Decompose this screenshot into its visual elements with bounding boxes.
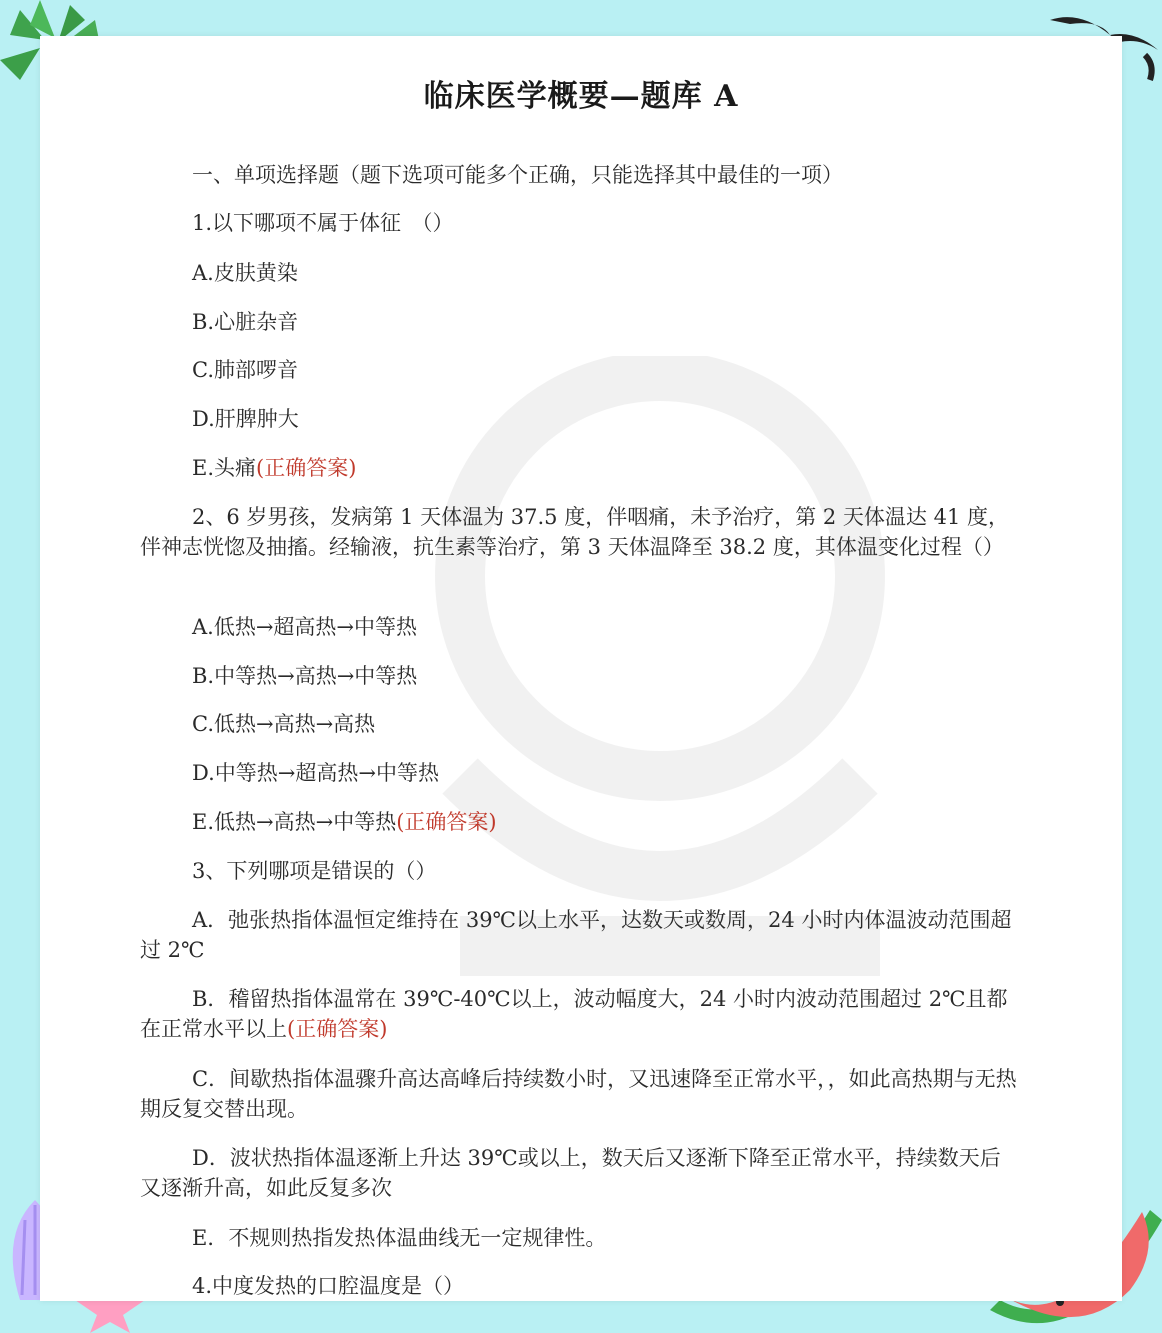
section-heading: 一、单项选择题（题下选项可能多个正确，只能选择其中最佳的一项）	[192, 163, 843, 187]
q1-option-e	[192, 453, 356, 483]
q2-correct-answer-mark: (正确答案)	[396, 810, 497, 834]
q1-option-e-text: E.头痛	[192, 456, 257, 480]
q1-option-a: A.皮肤黄染	[192, 261, 298, 285]
document-page	[40, 36, 1122, 1301]
q3-correct-answer-mark: (正确答案)	[287, 1017, 388, 1041]
question-3-text: 3、下列哪项是错误的（）	[192, 859, 437, 883]
q3-option-c: C．间歇热指体温骤升高达高峰后持续数小时，又迅速降至正常水平，，如此高热期与无热期反复交替出现。	[140, 1067, 1017, 1121]
document-title: 临床医学概要—题库 A	[423, 79, 739, 114]
question-1-text: 1.以下哪项不属于体征 （）	[192, 211, 454, 235]
q3-option-e: E．不规则热指发热体温曲线无一定规律性。	[192, 1226, 607, 1250]
q1-option-c: C.肺部啰音	[192, 358, 298, 382]
q1-option-b: B.心脏杂音	[192, 310, 299, 334]
q3-option-d: D．波状热指体温逐渐上升达 39℃或以上，数天后又逐渐下降至正常水平，持续数天后又逐渐升高，如此反复多次	[140, 1146, 1001, 1200]
q2-option-e-text: E.低热→高热→中等热	[192, 810, 397, 834]
watermark-logo	[340, 356, 980, 1076]
question-4-text: 4.中度发热的口腔温度是（）	[192, 1274, 465, 1298]
q2-option-c: C.低热→高热→高热	[192, 712, 376, 736]
q3-option-b-text: B．稽留热指体温常在 39℃-40℃以上，波动幅度大，24 小时内波动范围超过 2℃且都在正常水平以上	[140, 987, 1008, 1041]
q3-option-a: A．弛张热指体温恒定维持在 39℃以上水平，达数天或数周，24 小时内体温波动范围超过 2℃	[140, 908, 1012, 962]
q2-option-a: A.低热→超高热→中等热	[192, 615, 418, 639]
q2-option-b: B.中等热→高热→中等热	[192, 664, 418, 688]
q2-option-d: D.中等热→超高热→中等热	[192, 761, 439, 785]
q1-option-d: D.肝脾肿大	[192, 407, 299, 431]
q1-correct-answer-mark: (正确答案)	[256, 456, 357, 480]
q2-option-e	[192, 807, 497, 837]
question-2-text: 2、6 岁男孩，发病第 1 天体温为 37.5 度，伴咽痛，未予治疗，第 2 天体温达 41 度，伴神志恍惚及抽搐。经输液，抗生素等治疗，第 3 天体温降至 38.2 度，其体温变化过程（）	[140, 505, 1009, 559]
q3-option-b	[140, 984, 1020, 1044]
